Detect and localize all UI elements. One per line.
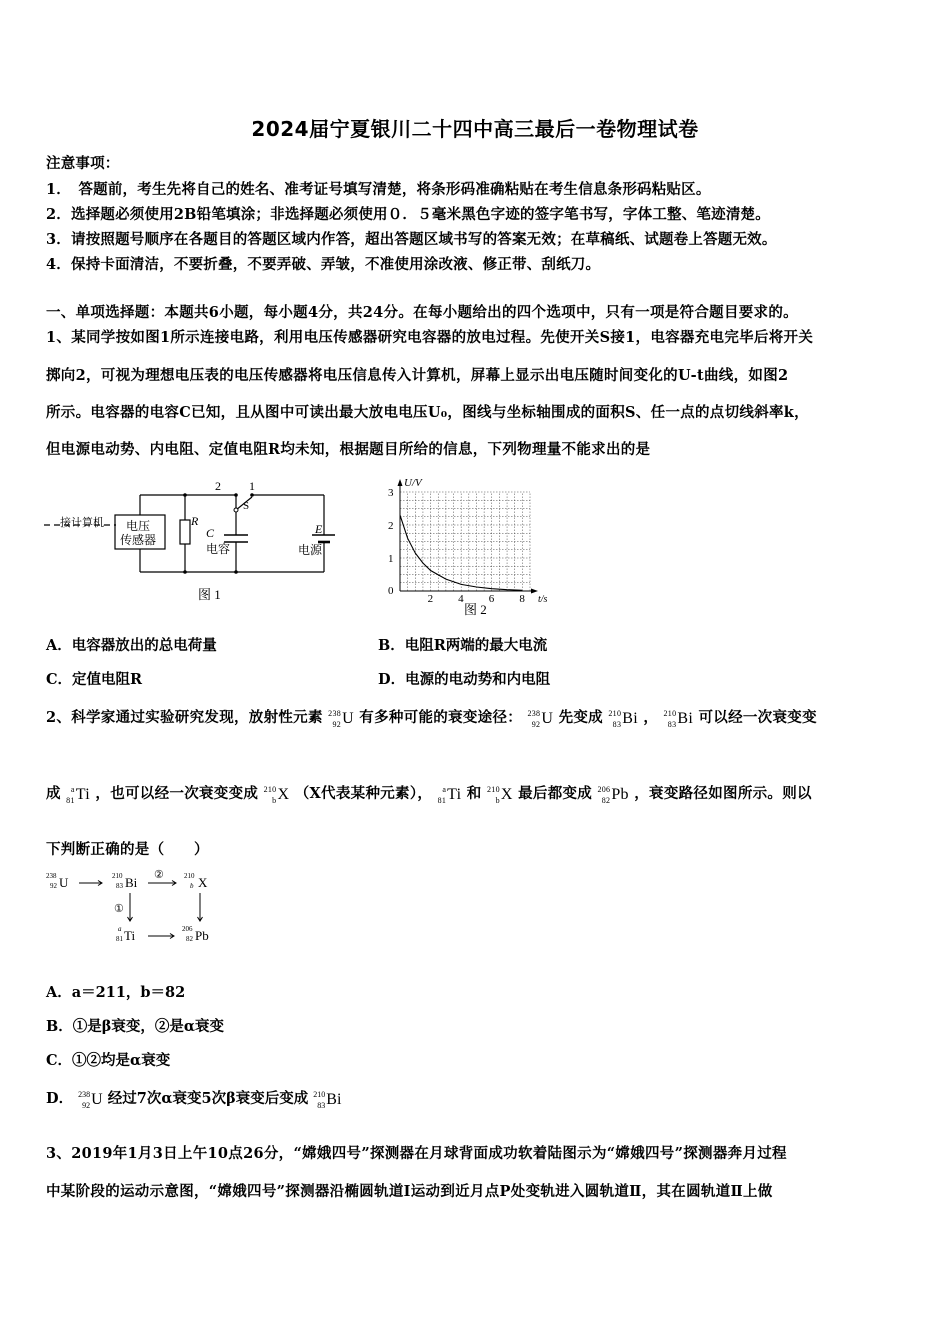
pb-symbol: Pb [195, 928, 209, 943]
q1-option-a[interactable]: A．电容器放出的总电荷量 [46, 637, 217, 654]
q2-text: 2、科学家通过实验研究发现，放射性元素 [46, 709, 323, 726]
u-mass: 238 [46, 872, 57, 880]
fig1-caption: 图 1 [198, 587, 221, 602]
q2-line-2 [46, 782, 812, 806]
nuclide-ti: a 81Ti [66, 784, 91, 805]
e-label: E [315, 522, 323, 536]
q1-text: 但电源电动势、内电阻、定值电阻R均未知，根据题目所给的信息，下列物理量不能求出的是 [46, 441, 651, 458]
q2-text: 和 [466, 785, 482, 802]
ti-z: 81 [116, 935, 123, 943]
x-tick-label: 2 [427, 593, 434, 605]
q2-text: 成 [46, 785, 61, 802]
y-tick-label: 2 [388, 520, 394, 532]
x-mass: 210 [184, 872, 195, 880]
step-2-label: ② [154, 869, 164, 881]
y-axis-label: U/V [404, 477, 422, 489]
q2-text: 有多种可能的衰变途径： [359, 709, 523, 726]
q2-text: 先变成 [558, 709, 603, 726]
sensor-label-1: 电压 [126, 519, 151, 533]
q1-text: 所示。电容器的电容C已知，且从图中可读出最大放电电压U₀，图线与坐标轴围成的面积S、任一点的点切线斜率k， [46, 404, 809, 421]
r-label: R [191, 514, 199, 528]
q2-option-d[interactable] [46, 1087, 341, 1111]
nuclide-ti: a 81Ti [437, 784, 462, 805]
bi-z: 83 [116, 882, 123, 890]
switch-pos-1: 1 [249, 479, 255, 493]
q2-option-d-label: D． [46, 1090, 74, 1107]
nuclide-bi: 210 83Bi [663, 708, 694, 729]
origin-label: 0 [388, 585, 394, 597]
q2-option-b[interactable]: B．①是β衰变，②是α衰变 [46, 1018, 225, 1035]
notice-item: 4．保持卡面清洁，不要折叠，不要弄破、弄皱，不准使用涂改液、修正带、刮纸刀。 [46, 256, 601, 273]
q2-text: ，也可以经一次衰变变成 [95, 785, 259, 802]
nuclide-u: 238 92U [328, 708, 354, 729]
switch-pos-2: 2 [215, 479, 221, 493]
nuclide-bi: 210 83Bi [313, 1089, 342, 1110]
x-symbol: X [198, 875, 208, 890]
ti-mass: a [118, 925, 122, 933]
q3-text: 中某阶段的运动示意图，“嫦娥四号”探测器沿椭圆轨道Ⅰ运动到近月点P处变轨进入圆轨道Ⅱ，其在圆轨道Ⅱ上做 [46, 1183, 773, 1200]
q1-option-b[interactable]: B．电阻R两端的最大电流 [378, 637, 548, 654]
c-label: C [206, 526, 215, 540]
q1-text: 1、某同学按如图1所示连接电路，利用电压传感器研究电容器的放电过程。先使开关S接1，电容器充电完毕后将开关 [46, 329, 814, 346]
c-text: 电容 [206, 542, 231, 556]
bi-mass: 210 [112, 872, 123, 880]
q2-text: ， [643, 709, 659, 726]
x-axis-arrow [531, 589, 538, 594]
pb-mass: 206 [182, 925, 193, 933]
q2-text: 最后都变成 [518, 785, 593, 802]
x-tick-label: 8 [519, 593, 525, 605]
nuclide-u: 238 92U [527, 708, 554, 729]
q2-line-3: 下判断正确的是（ ） [46, 841, 209, 858]
q2-option-a[interactable]: A．a＝211，b＝82 [46, 984, 186, 1001]
section-heading: 一、单项选择题：本题共6小题，每小题4分，共24分。在每小题给出的四个选项中，只有一项是符合题目要求的。 [46, 304, 798, 321]
q1-option-c[interactable]: C．定值电阻R [46, 671, 143, 688]
decay-diagram [44, 866, 244, 950]
y-tick-label: 1 [388, 553, 394, 565]
q3-text: 3、2019年1月3日上午10点26分，“嫦娥四号”探测器在月球背面成功软着陆图示为“嫦娥四号”探测器奔月过程 [46, 1145, 787, 1162]
e-text: 电源 [298, 543, 323, 557]
nuclide-bi: 210 83Bi [608, 708, 638, 729]
nuclide-x: 210 bX [486, 784, 513, 805]
nuclide-pb: 206 82Pb [597, 784, 629, 805]
page-title: 2024届宁夏银川二十四中高三最后一卷物理试卷 [251, 117, 699, 141]
x-z: b [190, 882, 194, 890]
ti-symbol: Ti [124, 928, 136, 943]
u-symbol: U [59, 875, 69, 890]
x-tick-label: 4 [458, 593, 464, 605]
x-axis-label: t/s [538, 594, 548, 605]
s-label: S [243, 500, 250, 512]
sensor-label-2: 传感器 [120, 533, 157, 547]
q1-text: 掷向2，可视为理想电压表的电压传感器将电压信息传入计算机，屏幕上显示出电压随时间变化的U-t曲线，如图2 [46, 367, 789, 384]
ut-chart [378, 475, 558, 620]
q2-text: 可以经一次衰变变 [698, 709, 817, 726]
q2-text: （X代表某种元素）， [294, 785, 433, 802]
q2-option-c[interactable]: C．①②均是α衰变 [46, 1052, 171, 1069]
nuclide-x: 210 bX [263, 784, 290, 805]
notice-item: 2．选择题必须使用2B铅笔填涂；非选择题必须使用０．５毫米黑色字迹的签字笔书写，字体工整、笔迹清楚。 [46, 206, 770, 223]
notice-item: 3．请按照题号顺序在各题目的答题区域内作答，超出答题区域书写的答案无效；在草稿纸、试题卷上答题无效。 [46, 231, 777, 248]
notice-heading: 注意事项： [46, 155, 120, 172]
series-line [400, 515, 522, 590]
notice-item: 1． 答题前，考生先将自己的姓名、准考证号填写清楚，将条形码准确粘贴在考生信息条形码粘贴区。 [46, 181, 711, 198]
q2-text: ，衰变路径如图所示。则以 [634, 785, 812, 802]
circuit-figure [40, 475, 335, 610]
step-1-label: ① [114, 903, 124, 915]
u-z: 92 [50, 882, 57, 890]
pb-z: 82 [186, 935, 193, 943]
q2-line-1 [46, 706, 817, 730]
y-axis-arrow [398, 479, 403, 486]
computer-label: 接计算机 [60, 517, 104, 529]
q2-option-d-text: 经过7次α衰变5次β衰变后变成 [107, 1090, 309, 1107]
x-tick-label: 6 [488, 593, 495, 605]
nuclide-u: 238 92U [78, 1089, 103, 1110]
fig2-caption: 图 2 [464, 602, 487, 617]
q1-option-d[interactable]: D．电源的电动势和内电阻 [378, 671, 551, 688]
y-tick-label: 3 [388, 487, 394, 499]
resistor-symbol [180, 520, 190, 544]
bi-symbol: Bi [125, 875, 138, 890]
